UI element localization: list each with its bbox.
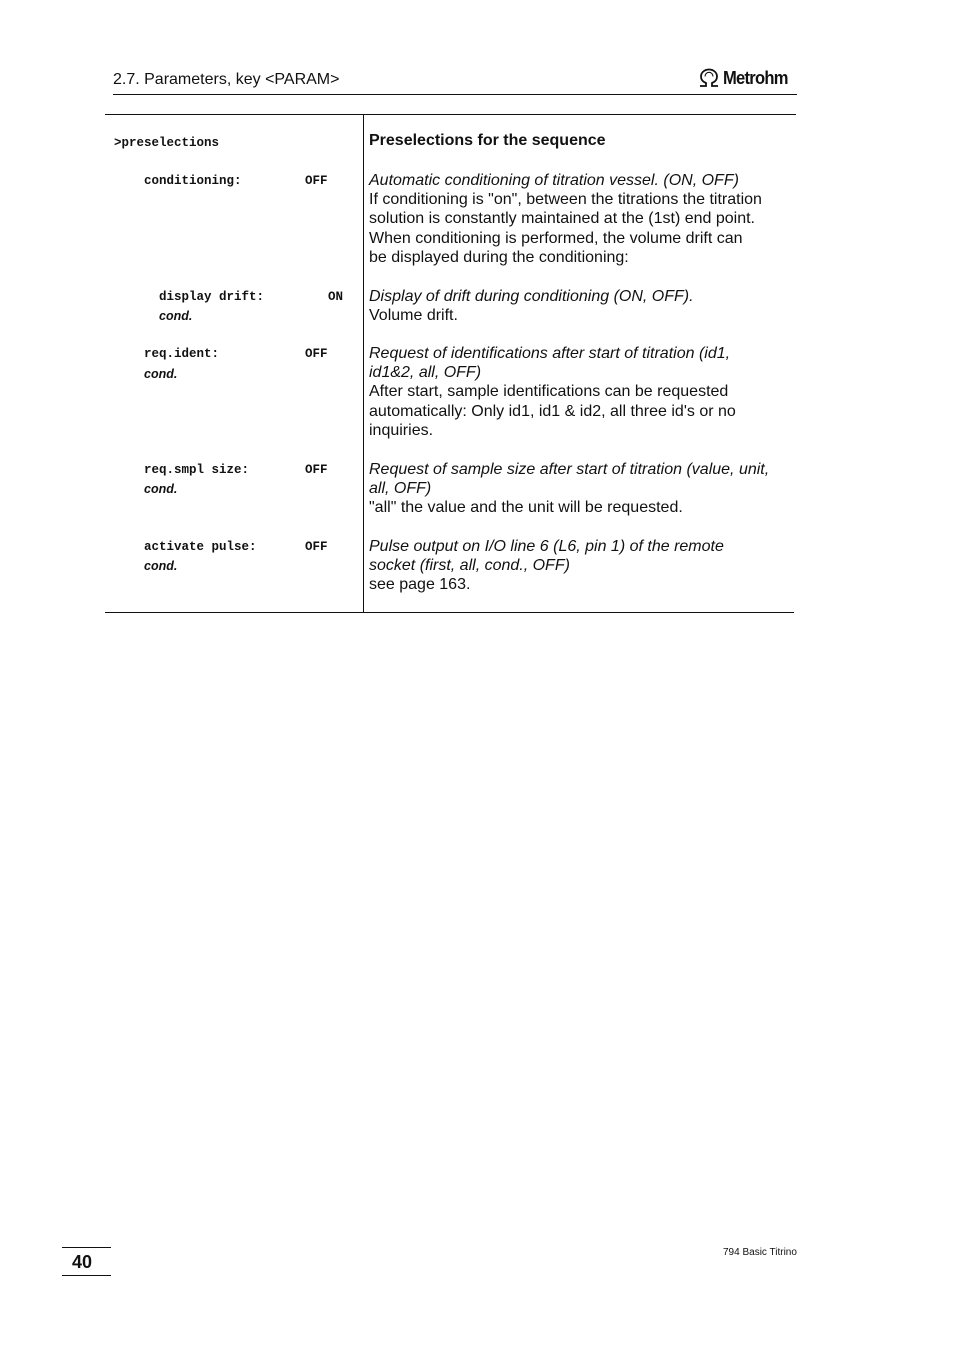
param-value: OFF — [305, 463, 328, 477]
description-line: be displayed during the conditioning: — [369, 248, 629, 266]
param-value: OFF — [305, 174, 328, 188]
condition-note: cond. — [144, 559, 178, 573]
condition-note: cond. — [159, 309, 193, 323]
param-name: conditioning: — [144, 174, 242, 188]
description-options: Request of identifications after start of titration (id1, — [369, 345, 731, 362]
description-options: socket (first, all, cond., OFF) — [369, 557, 570, 575]
param-description — [369, 287, 794, 325]
header-rule — [113, 94, 797, 95]
param-name: req.smpl size: — [144, 463, 250, 477]
product-name: 794 Basic Titrino — [723, 1247, 797, 1258]
param-value: OFF — [305, 540, 328, 554]
param-value: ON — [328, 290, 344, 304]
param-name: display drift: — [159, 290, 265, 304]
running-header: 2.7. Parameters, key <PARAM> — [113, 71, 340, 88]
description-line: When conditioning is performed, the volume drift can — [369, 229, 743, 247]
param-description — [369, 460, 794, 518]
condition-note: cond. — [144, 482, 178, 496]
description-line: solution is constantly maintained at the (1st) end point. — [369, 210, 755, 228]
description-line: Volume drift. — [369, 307, 458, 325]
omega-icon — [697, 68, 721, 88]
logo-wordmark: Metrohm — [723, 67, 788, 88]
group-label: >preselections — [114, 136, 220, 150]
description-options: Request of sample size after start of titration (value, unit, — [369, 461, 770, 478]
page-number: 40 — [72, 1252, 93, 1272]
description-options: Automatic conditioning of titration vessel. (ON, OFF) — [369, 172, 739, 189]
description-options: Pulse output on I/O line 6 (L6, pin 1) of the remote — [369, 538, 724, 555]
table-top-rule — [105, 114, 796, 115]
description-line: automatically: Only id1, id1 & id2, all three id's or no — [369, 402, 736, 420]
param-description — [369, 537, 794, 595]
description-options: Display of drift during conditioning (ON, OFF). — [369, 288, 694, 305]
param-description — [369, 344, 794, 440]
description-line: If conditioning is "on", between the titrations the titration — [369, 191, 762, 209]
section-title: Preselections for the sequence — [369, 132, 606, 149]
description-line: "all" the value and the unit will be requested. — [369, 499, 683, 517]
page-number-rule-top — [62, 1247, 111, 1248]
description-line: After start, sample identifications can be requested — [369, 383, 729, 401]
description-options: all, OFF) — [369, 480, 432, 498]
description-line: inquiries. — [369, 421, 434, 439]
param-name: req.ident: — [144, 347, 220, 361]
table-bottom-rule — [105, 612, 794, 613]
metrohm-logo — [697, 66, 793, 90]
page-number-rule-bottom — [62, 1275, 111, 1276]
description-line: see page 163. — [369, 576, 471, 594]
param-description — [369, 171, 794, 267]
param-value: OFF — [305, 347, 328, 361]
description-options: id1&2, all, OFF) — [369, 364, 482, 382]
condition-note: cond. — [144, 367, 178, 381]
param-name: activate pulse: — [144, 540, 257, 554]
column-divider — [363, 114, 364, 613]
